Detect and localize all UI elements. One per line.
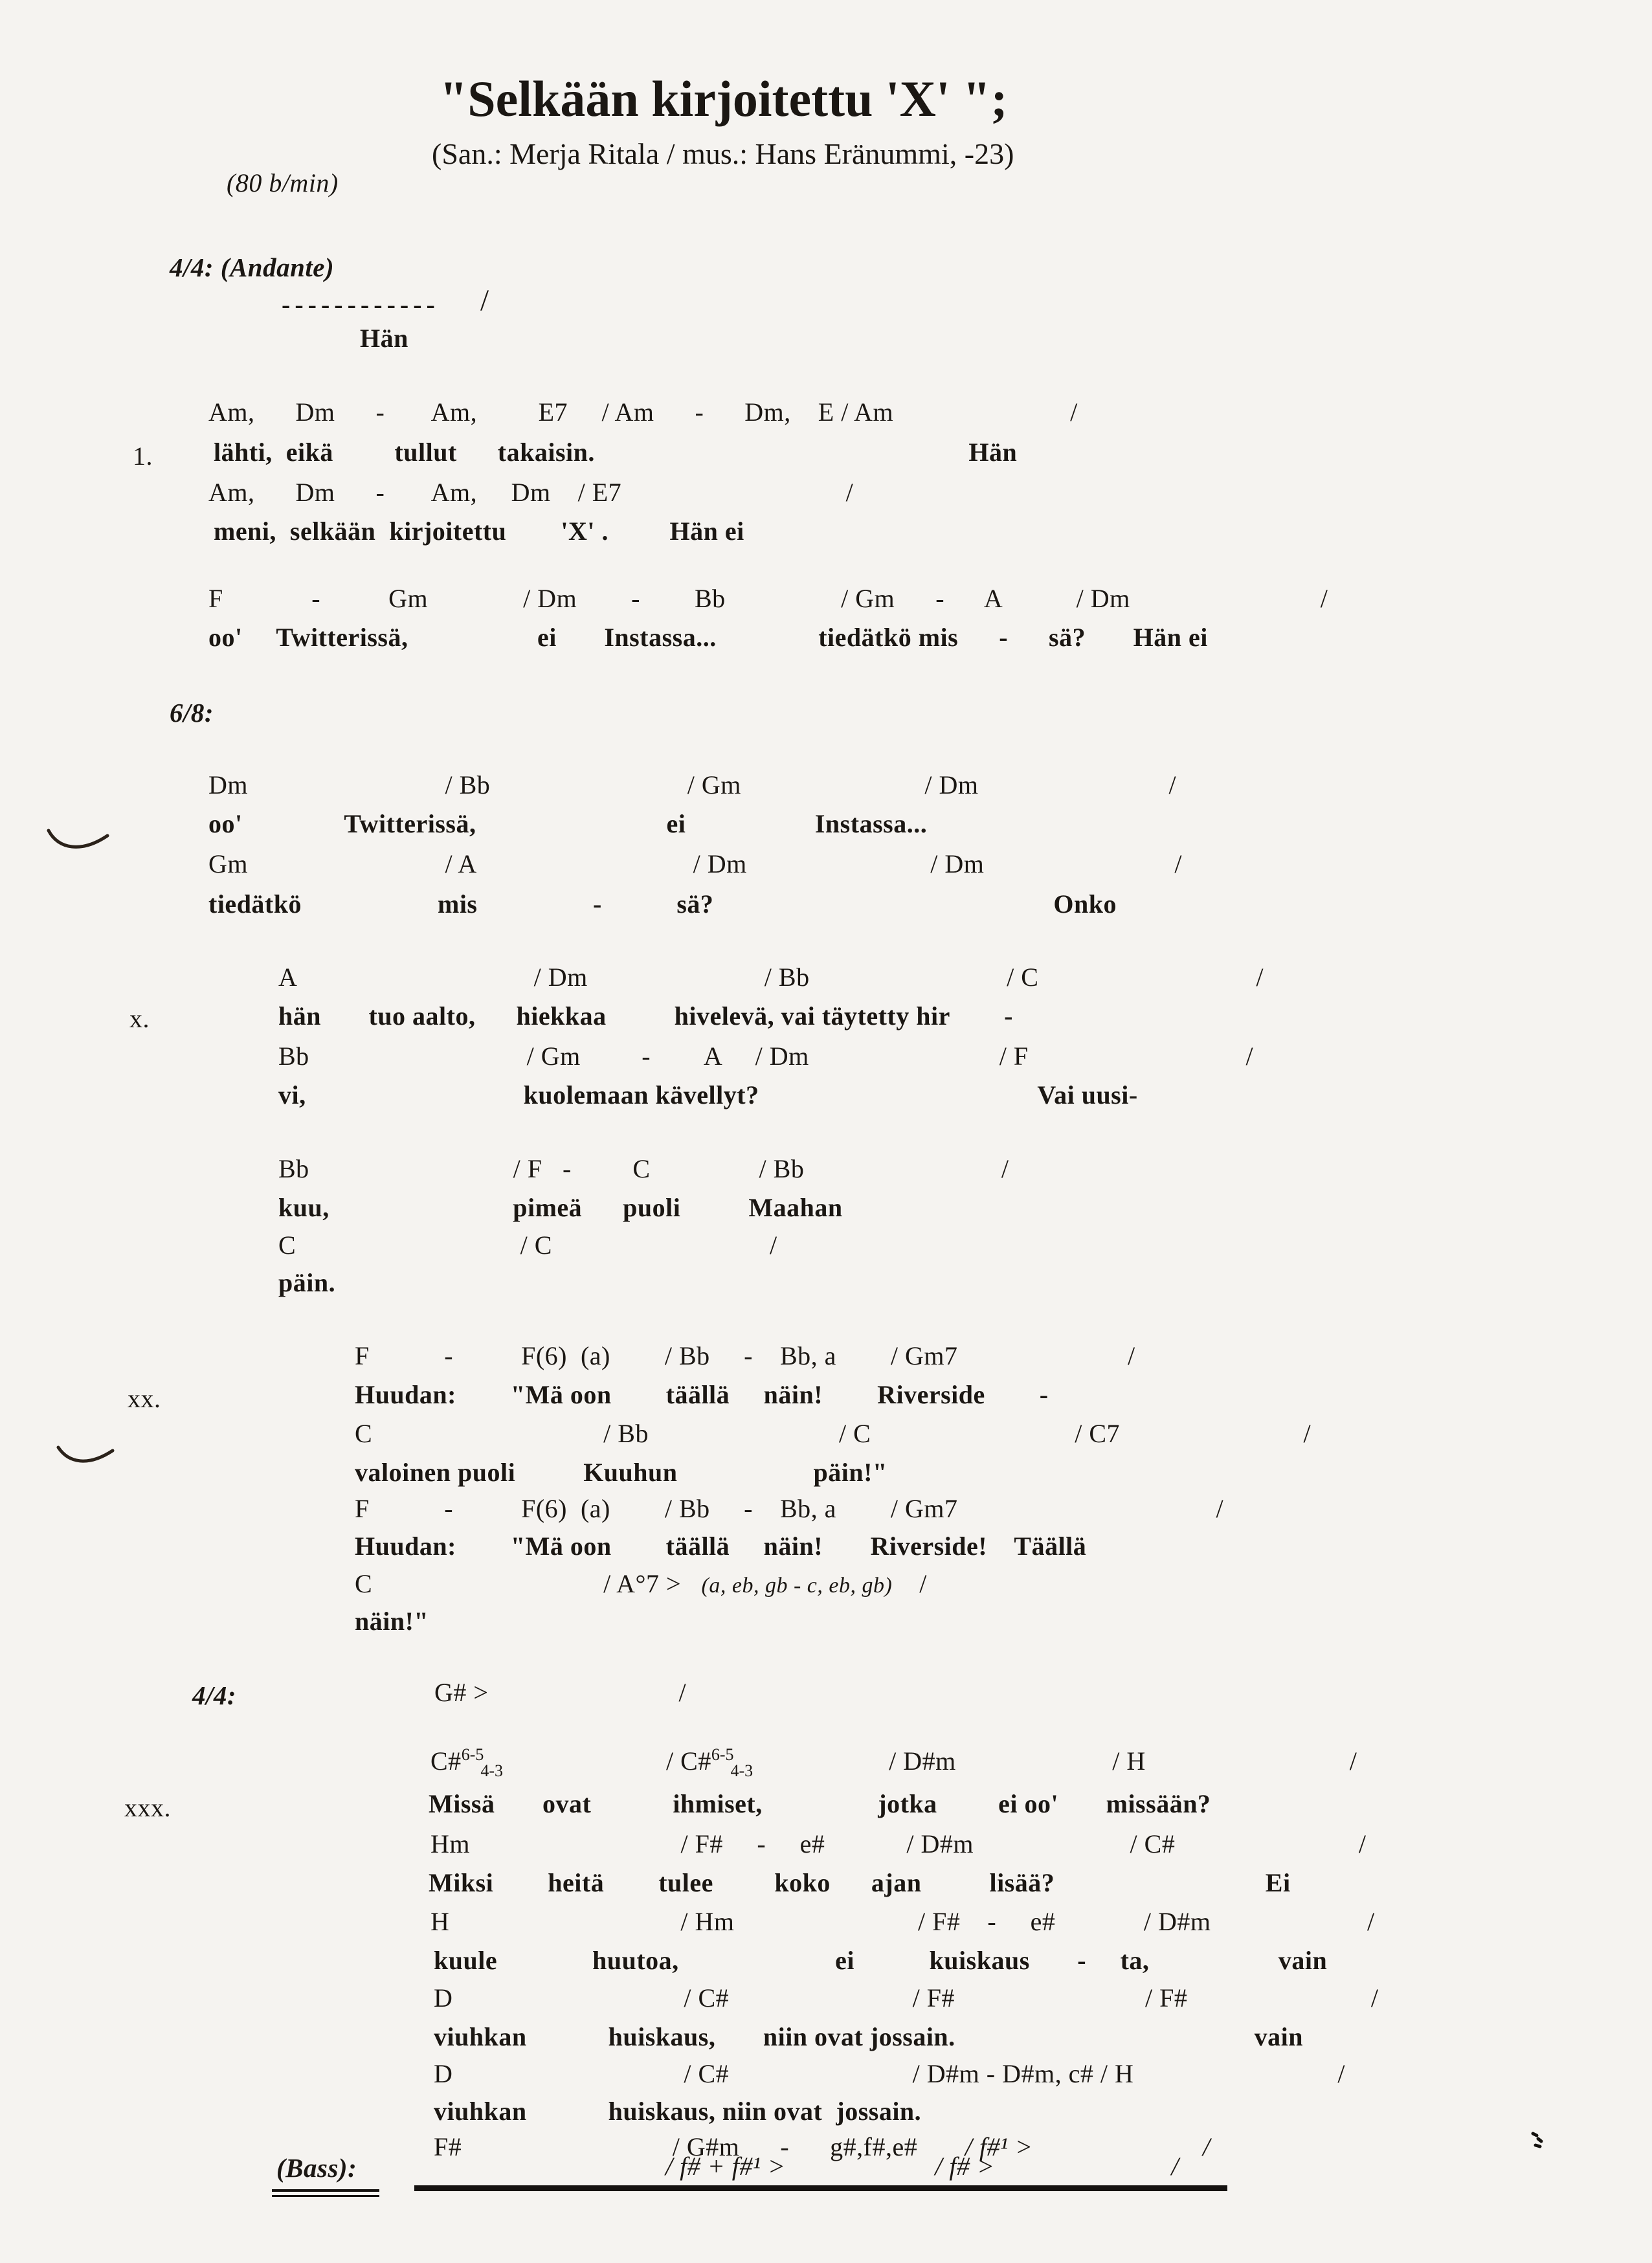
chord-line-68-b: Gm / A / Dm / Dm /	[208, 849, 1182, 878]
chord-xxx-f-bassnotes: / f#¹ > /	[965, 2132, 1211, 2161]
xxx-marker: xxx.	[124, 1793, 171, 1822]
speck-stroke	[1533, 2134, 1541, 2146]
x-marker: x.	[129, 1004, 150, 1033]
intro-dashed-bar: ------------	[282, 290, 440, 319]
time-signature-44: 4/4:	[192, 1680, 237, 1710]
time-signature-andante: 4/4: (Andante)	[170, 252, 335, 282]
chord-line-68-a: Dm / Bb / Gm / Dm /	[208, 770, 1177, 799]
chord-line-verse1-a: Am, Dm - Am, E7 / Am - Dm, E / Am /	[208, 397, 1078, 427]
pickup-lyric: Hän	[360, 324, 408, 353]
bass-label-underline-top	[272, 2189, 379, 2192]
chord-line-xxx-a	[430, 1745, 1357, 1780]
lyric-line-kuu-b: päin.	[278, 1268, 336, 1297]
lyric-line-xx-d: näin!"	[355, 1607, 429, 1636]
lyric-line-xx-a: Huudan: "Mä oon täällä näin! Riverside -	[355, 1380, 1049, 1409]
chord-line-xxx-d: D / C# / F# / F# /	[434, 1983, 1379, 2012]
chord-line-xx-b: C / Bb / C / C7 /	[355, 1419, 1312, 1448]
chord-figure-sub-2: 4-3	[730, 1761, 753, 1780]
chord-line-kuu-b: C / C /	[278, 1231, 777, 1260]
bass-label: (Bass):	[276, 2153, 357, 2183]
lyric-line-kuu-a: kuu, pimeä puoli Maahan	[278, 1193, 843, 1222]
lyric-line-xx-b: valoinen puoli Kuuhun päin!"	[355, 1458, 887, 1487]
chord-line-xxx-c: H / Hm / F# - e# / D#m /	[430, 1907, 1375, 1936]
lyric-line-xxx-c: kuule huutoa, ei kuiskaus - ta, vain	[434, 1946, 1328, 1975]
lyric-line-xxx-e: viuhkan huiskaus, niin ovat jossain.	[434, 2097, 922, 2126]
chord-xxx-a-rest: / D#m / H /	[753, 1746, 1357, 1776]
lyric-line-xxx-b: Miksi heitä tulee koko ajan lisää? Ei	[429, 1868, 1291, 1897]
chord-line-xx-dim	[355, 1570, 927, 1598]
bass-label-underline-bottom	[272, 2195, 379, 2197]
chord-line-xxx-e: D / C# / D#m - D#m, c# / H /	[434, 2059, 1345, 2088]
chord-line-verse1-b: Am, Dm - Am, Dm / E7 /	[208, 478, 854, 507]
lyric-line-xxx-a: Missä ovat ihmiset, jotka ei oo' missään?	[429, 1789, 1211, 1818]
chord-line-gsharp: G# > /	[434, 1678, 687, 1707]
intro-bar-slash: /	[480, 284, 489, 317]
chord-xxx-f-main: F# / G#m - g#,f#,e#	[434, 2132, 965, 2161]
chord-dim-pre: C / A°7 >	[355, 1569, 702, 1598]
ink-speck-mark	[1528, 2130, 1551, 2152]
song-credits: (San.: Merja Ritala / mus.: Hans Eränummi, -23)	[432, 137, 1014, 170]
chord-line-xxx-b: Hm / F# - e# / D#m / C# /	[430, 1829, 1367, 1858]
handwritten-check-mark-1	[45, 826, 110, 856]
lyric-line-xx-c: Huudan: "Mä oon täällä näin! Riverside! Täällä	[355, 1532, 1087, 1561]
chord-dim-notes: (a, eb, gb - c, eb, gb)	[701, 1574, 893, 1598]
bass-chord-line: / f# + f#¹ > / f# > /	[665, 2152, 1179, 2181]
handwritten-check-mark-2	[56, 1442, 115, 1469]
lyric-line-68-b: tiedätkö mis - sä? Onko	[208, 889, 1117, 919]
xx-marker: xx.	[128, 1384, 161, 1413]
chord-dim-post: /	[892, 1569, 927, 1598]
verse1-marker: 1.	[133, 441, 153, 471]
lyric-line-xxx-d: viuhkan huiskaus, niin ovat jossain. vain	[434, 2022, 1304, 2051]
lyric-line-68-a: oo' Twitterissä, ei Instassa...	[208, 809, 928, 838]
time-signature-68: 6/8:	[170, 698, 214, 728]
chord-line-xx-c: F - F(6) (a) / Bb - Bb, a / Gm7 /	[355, 1494, 1224, 1523]
chord-line-x-a: A / Dm / Bb / C /	[278, 963, 1264, 992]
lyric-line-x-b: vi, kuolemaan kävellyt? Vai uusi-	[278, 1080, 1138, 1109]
chord-csharp-1: C#	[430, 1746, 462, 1776]
lyric-line-refrain-a: oo' Twitterissä, ei Instassa... tiedätkö mis - sä? Hän ei	[208, 623, 1208, 652]
chord-figure-sup-2: 6-5	[711, 1745, 734, 1764]
check-stroke	[58, 1447, 113, 1461]
chord-figure-sub-1: 4-3	[480, 1761, 504, 1780]
chord-figure-sup-1: 6-5	[461, 1745, 484, 1764]
chord-line-x-b: Bb / Gm - A / Dm / F /	[278, 1042, 1254, 1071]
lyric-line-x-a: hän tuo aalto, hiekkaa hivelevä, vai täytetty hir -	[278, 1001, 1013, 1031]
chord-line-xx-a: F - F(6) (a) / Bb - Bb, a / Gm7 /	[355, 1341, 1135, 1370]
chord-line-kuu-a: Bb / F - C / Bb /	[278, 1154, 1009, 1183]
tempo-marking: (80 b/min)	[227, 168, 339, 197]
bass-staff-rule	[414, 2185, 1227, 2191]
lyric-line-verse1-b: meni, selkään kirjoitettu 'X' . Hän ei	[214, 517, 744, 546]
chord-line-refrain-a: F - Gm / Dm - Bb / Gm - A / Dm /	[208, 584, 1328, 613]
lyric-line-verse1-a: lähti, eikä tullut takaisin. Hän	[214, 438, 1018, 467]
check-stroke	[49, 831, 107, 847]
song-title: "Selkään kirjoitettu 'X' ";	[440, 71, 1008, 127]
chord-csharp-2: / C#	[503, 1746, 711, 1776]
